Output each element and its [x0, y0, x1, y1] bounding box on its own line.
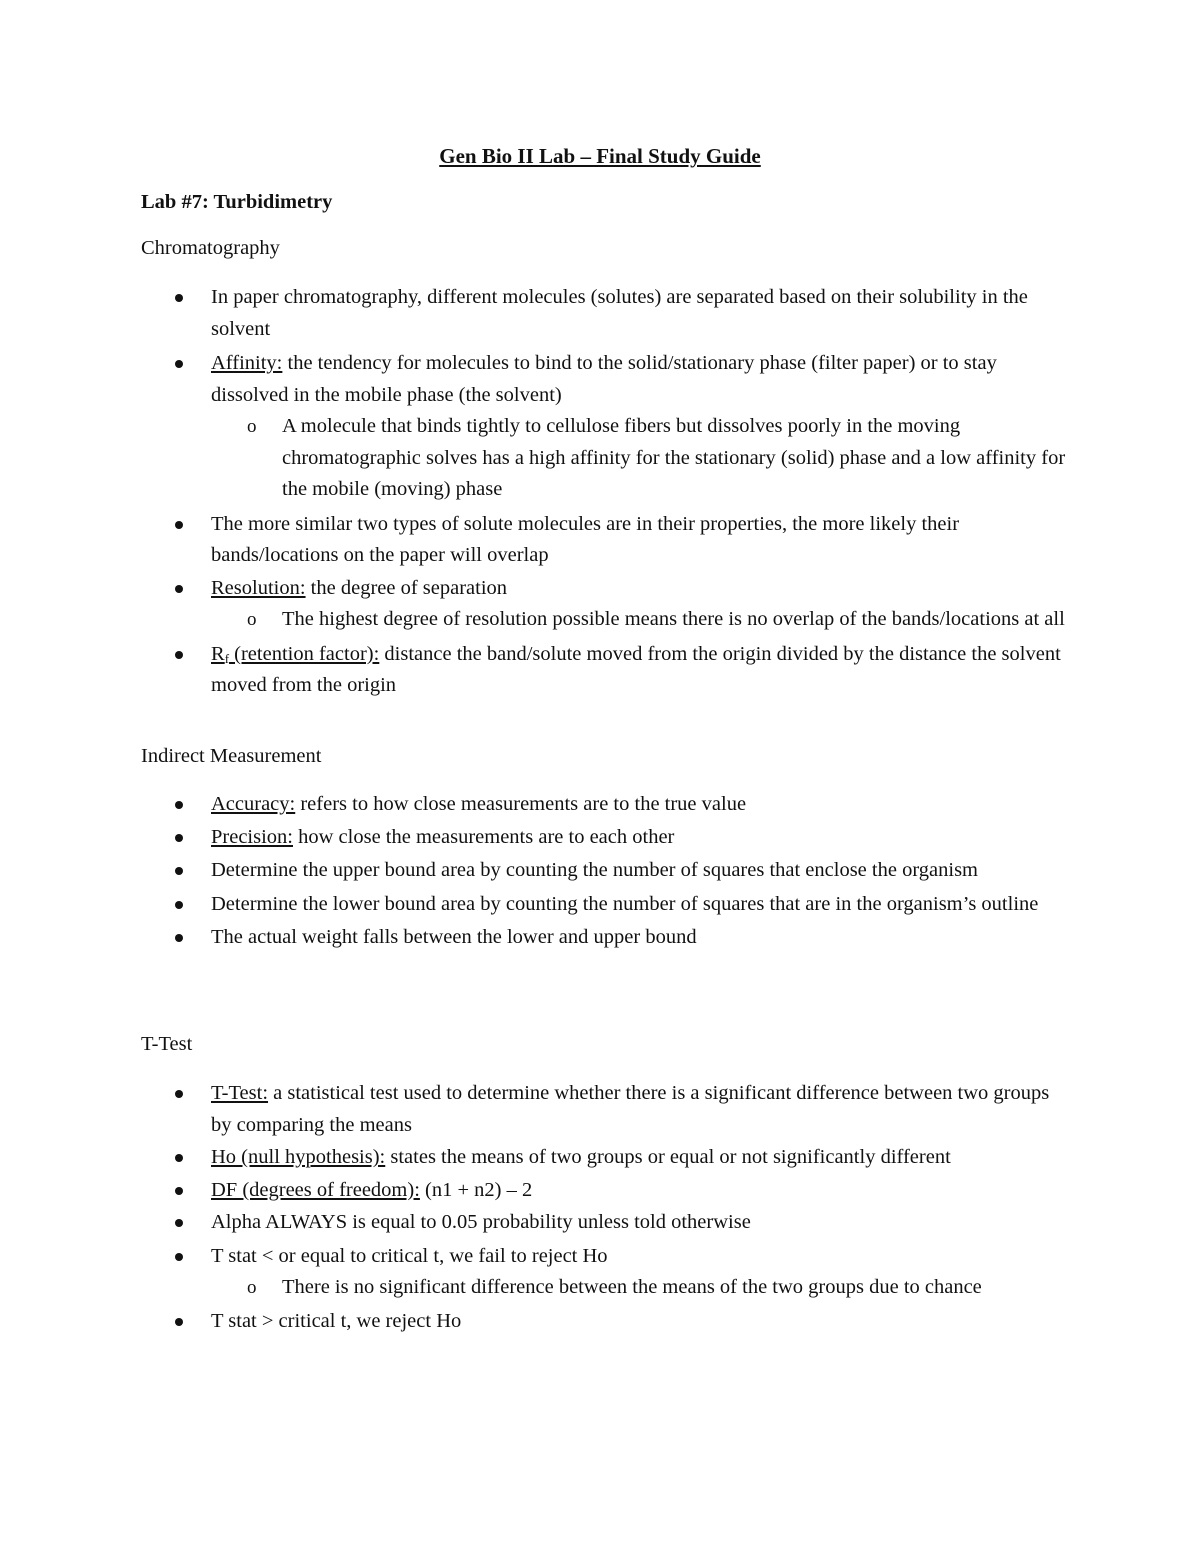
term-label: Resolution: — [211, 576, 306, 599]
item-text: T stat < or equal to critical t, we fail to reject Ho — [211, 1244, 608, 1267]
circle-bullet-icon: o — [247, 416, 257, 437]
item-text: the degree of separation — [305, 576, 508, 599]
item-text: a statistical test used to determine whether there is a significant difference between two groups by comparing the means — [211, 1082, 1050, 1136]
bullet-icon — [175, 1318, 183, 1326]
bullet-icon — [175, 934, 183, 942]
term-label: T-Test: — [211, 1082, 269, 1104]
sub-list — [211, 411, 1071, 506]
sub-item-text: There is no significant difference between the means of the two groups due to chance — [282, 1276, 982, 1298]
list-item — [141, 789, 1071, 821]
list-item — [141, 1175, 1071, 1207]
item-text: states the means of two groups or equal or not significantly different — [385, 1146, 951, 1168]
term-label — [211, 643, 379, 665]
bullet-icon — [175, 1090, 183, 1098]
term-rest: (retention factor): — [229, 642, 380, 665]
sub-item-text: A molecule that binds tightly to cellulose fibers but dissolves poorly in the moving chromatographic solves has a high affinity for the stationary (solid) phase and a low affinity for the mobile (moving) phase — [282, 415, 1066, 500]
sub-list-item — [211, 411, 1071, 506]
term-label: Accuracy: — [211, 793, 296, 815]
item-text: Determine the upper bound area by counting the number of squares that enclose the organism — [211, 859, 978, 881]
bullet-icon — [175, 1154, 183, 1162]
bullet-icon — [175, 651, 183, 659]
t-test-list — [141, 1078, 1071, 1337]
bullet-icon — [175, 901, 183, 909]
term-main: R — [211, 642, 225, 665]
item-text: the tendency for molecules to bind to the solid/stationary phase (filter paper) or to stay dissolved in the mobile phase (the solvent) — [211, 352, 997, 406]
list-item — [141, 889, 1071, 921]
list-item — [141, 1241, 1071, 1304]
item-text: T stat > critical t, we reject Ho — [211, 1309, 462, 1332]
item-text: The actual weight falls between the lower and upper bound — [211, 926, 697, 948]
list-item — [141, 509, 1071, 572]
list-item — [141, 922, 1071, 954]
list-item — [141, 1306, 1071, 1338]
list-item — [141, 639, 1071, 702]
section-heading-indirect-measurement: Indirect Measurement — [141, 745, 322, 767]
bullet-icon — [175, 521, 183, 529]
indirect-measurement-list — [141, 789, 1071, 954]
list-item — [141, 282, 1071, 345]
item-text: how close the measurements are to each other — [293, 825, 675, 848]
bullet-icon — [175, 360, 183, 368]
bullet-icon — [175, 1219, 183, 1227]
sub-list-item — [211, 1272, 1071, 1304]
item-text: Determine the lower bound area by counting the number of squares that are in the organism’s outline — [211, 892, 1039, 915]
item-text: Alpha ALWAYS is equal to 0.05 probability unless told otherwise — [211, 1211, 751, 1233]
term-label: DF (degrees of freedom): — [211, 1178, 420, 1201]
sub-list-item — [211, 604, 1071, 636]
item-text: In paper chromatography, different molecules (solutes) are separated based on their solubility in the solvent — [211, 286, 1028, 340]
bullet-icon — [175, 1187, 183, 1195]
page-title: Gen Bio II Lab – Final Study Guide — [439, 144, 761, 168]
list-item — [141, 573, 1071, 636]
item-text: (n1 + n2) – 2 — [419, 1178, 533, 1201]
list-item — [141, 348, 1071, 506]
bullet-icon — [175, 834, 183, 842]
term-subscript: f — [224, 650, 230, 666]
circle-bullet-icon: o — [247, 609, 257, 630]
term-label: Affinity: — [211, 352, 283, 374]
lab-heading: Lab #7: Turbidimetry — [141, 191, 333, 213]
bullet-icon — [175, 1253, 183, 1261]
circle-bullet-icon: o — [247, 1277, 257, 1298]
bullet-icon — [175, 294, 183, 302]
section-heading-chromatography: Chromatography — [141, 237, 280, 259]
item-text: distance the band/solute moved from the origin divided by the distance the solvent moved from the origin — [211, 642, 1061, 696]
term-label: Precision: — [211, 825, 293, 848]
section-heading-t-test: T-Test — [141, 1033, 193, 1055]
item-text: The more similar two types of solute molecules are in their properties, the more likely their bands/locations on the paper will overlap — [211, 512, 960, 566]
list-item — [141, 1078, 1071, 1141]
list-item — [141, 855, 1071, 887]
list-item — [141, 1207, 1071, 1239]
bullet-icon — [175, 801, 183, 809]
term-label: Ho (null hypothesis): — [211, 1146, 386, 1168]
sub-item-text: The highest degree of resolution possible means there is no overlap of the bands/locations at all — [282, 608, 1065, 630]
bullet-icon — [175, 585, 183, 593]
item-text: refers to how close measurements are to the true value — [295, 793, 747, 815]
sub-list — [211, 1272, 1071, 1304]
list-item — [141, 822, 1071, 854]
chromatography-list — [141, 282, 1071, 702]
sub-list — [211, 604, 1071, 636]
bullet-icon — [175, 867, 183, 875]
list-item — [141, 1142, 1071, 1174]
